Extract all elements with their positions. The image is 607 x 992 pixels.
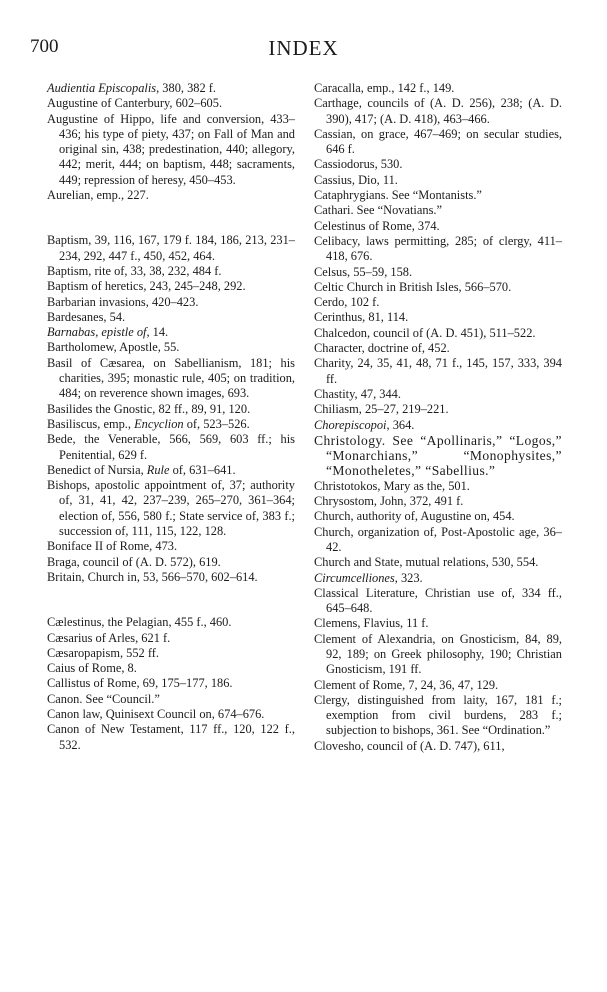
index-entry: Aurelian, emp., 227. [47,188,149,203]
index-entry: Church and State, mutual relations, 530, 554. [314,555,539,570]
index-entry: Bishops, apostolic appointment of, 37; authority of, 31, 41, 42, 237–239, 265–270, 361–364; election of, 556, 580 f.; State service of, 383 f.; succession of, 111, 115, 122, 128. [47,478,295,539]
index-entry: Augustine of Hippo, life and conversion, 433–436; his type of piety, 437; on Fall of Man and original sin, 438; predestination, 440; allegory, 442; merit, 444; on baptism, 448; sacraments, 449; repression of heresy, 450–453. [47,111,295,187]
index-entry: Church, organization of, Post-Apostolic age, 36–42. [314,524,562,554]
index-entry: Basil of Cæsarea, on Sabellianism, 181; his charities, 395; monastic rule, 405; on tradition, 484; on reverence shown images, 693. [47,355,295,401]
index-entry: Clemens, Flavius, 11 f. [314,616,429,631]
page-header [30,36,577,66]
index-entry: Boniface II of Rome, 473. [47,539,178,554]
index-entry: Barnabas, epistle of, 14. [47,325,169,340]
index-entry: Cælestinus, the Pelagian, 455 f., 460. [47,615,232,630]
index-entry: Cathari. See “Novatians.” [314,203,442,218]
index-entry: Chiliasm, 25–27, 219–221. [314,402,449,417]
index-entry: Clement of Alexandria, on Gnosticism, 84, 89, 92, 189; on Greek philosophy, 190; Christian Gnosticism, 191 ff. [314,631,562,677]
index-entry: Cassiodorus, 530. [314,157,403,172]
index-entry: Baptism of heretics, 243, 245–248, 292. [47,279,246,294]
index-entry: Basilides the Gnostic, 82 ff., 89, 91, 120. [47,401,251,416]
index-column-left [47,81,295,753]
index-entry: Celtic Church in British Isles, 566–570. [314,279,512,294]
index-entry: Character, doctrine of, 452. [314,341,450,356]
index-column-right [314,81,562,754]
index-entry: Cerdo, 102 f. [314,295,380,310]
index-entry: Canon. See “Council.” [47,691,160,706]
index-entry: Braga, council of (A. D. 572), 619. [47,554,221,569]
index-entry: Cæsarius of Arles, 621 f. [47,630,171,645]
section-gap [47,203,295,233]
index-entry: Circumcelliones, 323. [314,570,423,585]
index-entry: Classical Literature, Christian use of, 334 ff., 645–648. [314,585,562,616]
index-entry: Barbarian invasions, 420–423. [47,294,199,309]
index-entry: Clovesho, council of (A. D. 747), 611, [314,738,505,753]
index-entry: Christology. See “Apollinaris,” “Logos,” “Monarchians,” “Monophysites,” “Monotheletes,” “Sabellius.” [314,432,562,479]
index-entry: Audientia Episcopalis, 380, 382 f. [47,81,216,95]
index-entry: Clement of Rome, 7, 24, 36, 47, 129. [314,677,499,692]
index-entry: Chorepiscopoi, 364. [314,417,415,432]
index-entry: Christotokos, Mary as the, 501. [314,478,470,493]
index-entry: Chalcedon, council of (A. D. 451), 511–522. [314,325,536,340]
index-entry: Canon of New Testament, 117 ff., 120, 122 f., 532. [47,722,295,752]
index-entry: Cataphrygians. See “Montanists.” [314,188,482,203]
index-entry: Basiliscus, emp., Encyclion of, 523–526. [47,416,250,431]
index-entry: Celsus, 55–59, 158. [314,264,413,279]
page-title: INDEX [268,36,339,60]
index-entry: Church, authority of, Augustine on, 454. [314,509,515,524]
index-entry: Bardesanes, 54. [47,309,126,324]
index-entry: Benedict of Nursia, Rule of, 631–641. [47,462,236,477]
index-entry: Canon law, Quinisext Council on, 674–676. [47,706,265,721]
section-gap [47,585,295,615]
page-number: 700 [30,36,59,57]
index-entry: Caracalla, emp., 142 f., 149. [314,81,455,95]
index-entry: Charity, 24, 35, 41, 48, 71 f., 145, 157, 333, 394 ff. [314,356,562,386]
index-entry: Augustine of Canterbury, 602–605. [47,96,223,111]
index-entry: Cæsaropapism, 552 ff. [47,645,159,660]
index-entry: Callistus of Rome, 69, 175–177, 186. [47,676,233,691]
index-entry: Caius of Rome, 8. [47,661,137,676]
index-entry: Britain, Church in, 53, 566–570, 602–614. [47,569,258,584]
index-entry: Clergy, distinguished from laity, 167, 181 f.; exemption from civil burdens, 283 f.; subjection to bishops, 361. See “Ordination.” [314,692,562,738]
index-entry: Carthage, councils of (A. D. 256), 238; (A. D. 390), 417; (A. D. 418), 463–466. [314,96,562,126]
index-entry: Cassius, Dio, 11. [314,172,398,187]
index-entry: Celibacy, laws permitting, 285; of clergy, 411–418, 676. [314,233,562,264]
index-entry: Cerinthus, 81, 114. [314,310,409,325]
index-entry: Bartholomew, Apostle, 55. [47,340,180,355]
index-entry: Bede, the Venerable, 566, 569, 603 ff.; his Penitential, 629 f. [47,432,295,462]
index-entry: Chrysostom, John, 372, 491 f. [314,494,464,509]
index-entry: Chastity, 47, 344. [314,386,401,401]
index-entry: Baptism, rite of, 33, 38, 232, 484 f. [47,263,222,278]
index-entry: Celestinus of Rome, 374. [314,218,440,233]
index-entry: Cassian, on grace, 467–469; on secular studies, 646 f. [314,126,562,157]
index-entry: Baptism, 39, 116, 167, 179 f. 184, 186, 213, 231–234, 292, 447 f., 450, 452, 464. [47,233,295,263]
